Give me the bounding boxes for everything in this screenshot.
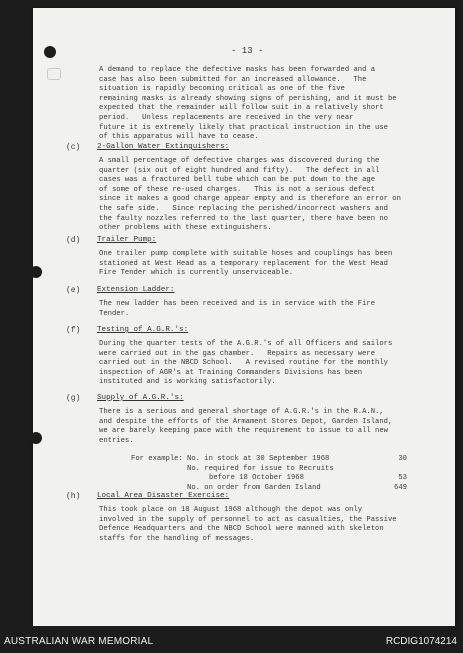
punch-hole [30, 266, 42, 278]
staple-mark [47, 68, 61, 80]
archive-footer [0, 626, 463, 653]
section-f-label: (f) [66, 326, 81, 335]
section-f-heading: Testing of A.G.R.'s: [97, 326, 189, 334]
section-e-body: The new ladder has been received and is in service with the Fire Tender. [99, 300, 376, 318]
stock-table [131, 455, 407, 493]
section-c-heading: 2-Gallon Water Extinguishers: [97, 143, 230, 151]
stock-desc: before 18 October 1968 [209, 474, 304, 483]
intro-paragraph: A demand to replace the defective masks has been forwarded and a case has also been submitted for an increased allowance. The situation is rapidly becoming critical as one of the five remaining masks is already showing signs of perishing, and it must be expected that the remainder will follow suit in a relatively short period. Unless replacements are received in the very near future it is extremely likely that practical instruction in the use of this apparatus will have to cease. [99, 66, 397, 142]
section-c-body: A small percentage of defective charges was discovered during the quarter (six out of eight hundred and fifty). The defect in all cases was a fractured bell tube which can be put down to the age of some of these re-used charges. This is not a serious defect since it makes a good charge appear empty and is therefore an error on the safe side. Since replacing the perished/incorrect washers and the faulty nozzles referred to the last quarter, there have been no other problems with these extinguishers. [99, 157, 401, 233]
stock-row [131, 455, 407, 465]
section-d-label: (d) [66, 236, 81, 245]
section-d-heading: Trailer Pump: [97, 236, 157, 244]
section-c-label: (c) [66, 143, 81, 152]
section-h-body: This took place on 18 August 1968 although the depot was only involved in the supply of personnel to act as casualties, the Passive Defence Headquarters and the NBCD School were manned with skeleton staffs for the handling of messages. [99, 506, 397, 543]
section-d-body: One trailer pump complete with suitable hoses and couplings has been stationed at West Head as a temporary replacement for the West Head Fire Tender which is currently unserviceable. [99, 250, 393, 278]
punch-hole [44, 46, 56, 58]
stock-prefix: For example: [131, 455, 183, 463]
section-f-body: During the quarter tests of the A.G.R.'s of all Officers and sailors were carried out in the gas chamber. Repairs as necessary were carried out in the NBCD School. A revised routine for the monthly inspection of AGR's at Training Commanders Divisions has been instituted and is working satisfactorily. [99, 340, 393, 387]
punch-hole [30, 432, 42, 444]
section-e-heading: Extension Ladder: [97, 286, 175, 294]
footer-source: AUSTRALIAN WAR MEMORIAL [4, 636, 154, 647]
section-h-label: (h) [66, 492, 81, 501]
document-page [33, 8, 455, 626]
stock-value: 53 [398, 474, 407, 483]
stock-value: 30 [398, 455, 407, 463]
stock-desc: No. in stock at 30 September 1968 [187, 455, 330, 463]
stock-row [131, 465, 407, 475]
section-e-label: (e) [66, 286, 81, 295]
section-g-body: There is a serious and general shortage of A.G.R.'s in the R.A.N., and despite the efforts of the Armament Stores Depot, Garden Island, we are barely keeping pace with the requirement to issue to all new entries. [99, 408, 393, 445]
stock-desc: No. required for issue to Recruits [187, 464, 334, 473]
footer-identifier: RCDIG1074214 [385, 636, 457, 647]
stock-value [387, 465, 407, 475]
section-h-heading: Local Area Disaster Exercise: [97, 492, 230, 500]
stock-row [131, 474, 407, 484]
stock-value: 649 [394, 483, 407, 492]
stock-desc: No. on order from Garden Island [187, 483, 321, 492]
page-number: - 13 - [231, 46, 264, 56]
section-g-heading: Supply of A.G.R.'s: [97, 394, 184, 402]
section-g-label: (g) [66, 394, 81, 403]
